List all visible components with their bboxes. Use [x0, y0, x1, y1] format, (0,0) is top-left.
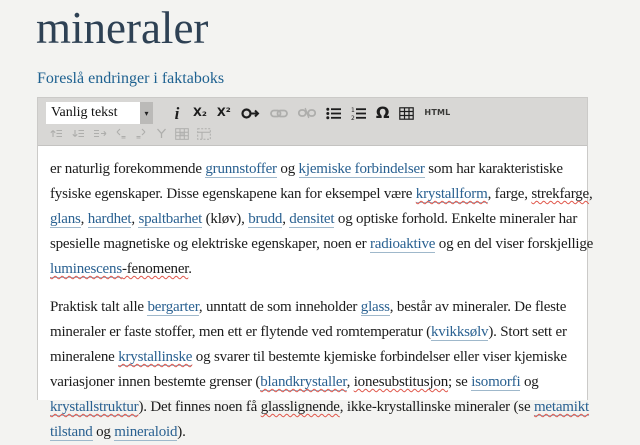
chevron-down-icon[interactable]: ▾ [140, 102, 153, 124]
ref-branch-icon [155, 128, 167, 139]
text-segment: ) [177, 424, 183, 440]
text-segment: . [182, 424, 186, 440]
rich-text-editor [37, 97, 594, 440]
text-segment: , [346, 374, 354, 390]
text-line [50, 370, 575, 395]
text-segment: er naturlig forekommende [50, 161, 206, 177]
text-segment: Praktisk talt alle [50, 299, 148, 315]
text-line [50, 207, 578, 232]
svg-text:2: 2 [350, 114, 355, 120]
text-segment: som har karakteristiske [424, 161, 563, 177]
text-segment: -fenomener [121, 261, 189, 277]
bullet-list-icon[interactable] [326, 107, 341, 120]
text-line [50, 295, 575, 320]
text-line [50, 257, 575, 282]
inline-link[interactable]: radioaktive [369, 236, 436, 252]
editor-content-area[interactable] [38, 146, 594, 445]
text-segment: og optiske forhold. Enkelte mineraler har [334, 211, 578, 227]
inline-link[interactable]: metamikt [533, 399, 590, 415]
table-frame-icon [197, 128, 211, 140]
text-segment: og en del viser forskjellige [435, 236, 594, 252]
text-segment: , unntatt de som inneholder [198, 299, 361, 315]
text-line [50, 157, 575, 182]
inline-link[interactable]: luminescens [50, 261, 122, 277]
text-line [50, 182, 593, 207]
text-segment: strekfarge [531, 186, 590, 202]
inline-link[interactable]: spaltbarhet [138, 211, 203, 227]
text-line [50, 420, 575, 445]
text-segment: , [131, 211, 139, 227]
unlink-icon [298, 107, 316, 119]
text-line [50, 320, 575, 345]
paragraph [50, 295, 590, 445]
inline-link[interactable]: tilstand [50, 424, 93, 440]
inline-link[interactable]: blandkrystaller [260, 374, 347, 390]
suggest-changes-link[interactable]: Foreslå endringer i faktaboks [37, 70, 225, 87]
text-segment: variasjoner innen bestemte grenser ( [50, 374, 261, 390]
text-segment: , består av mineraler. De fleste [389, 299, 567, 315]
text-segment: mineralene [50, 349, 119, 365]
inline-link[interactable]: bergarter [147, 299, 199, 315]
text-segment: mineraler er faste stoffer, men ett er flytende ved romtemperatur ( [50, 324, 431, 340]
text-segment: , [282, 211, 290, 227]
text-segment: , ikke-krystallinske mineraler (se [339, 399, 534, 415]
editor-toolbar [38, 98, 587, 146]
inline-link[interactable]: mineraloid [114, 424, 178, 440]
text-segment: fysiske egenskaper. Disse egenskapene kan for eksempel være [50, 186, 416, 202]
text-segment: ionesubstitusjon [353, 374, 449, 390]
text-segment: og svarer til bestemte kjemiske forbindelser eller viser kjemiske [192, 349, 567, 365]
text-segment: ). Det finnes noen få [138, 399, 261, 415]
move-para-right-icon [93, 128, 107, 139]
inline-link[interactable]: krystallstruktur [50, 399, 139, 415]
inline-link[interactable]: glass [360, 299, 390, 315]
text-segment: , farge, [487, 186, 532, 202]
inline-link[interactable]: isomorfi [471, 374, 521, 390]
text-segment: , [589, 186, 593, 202]
paragraph [50, 157, 594, 282]
inline-link[interactable]: kvikksølv [430, 324, 489, 340]
insert-link-icon[interactable] [241, 107, 260, 120]
text-segment: og [276, 161, 299, 177]
ref-move-right-icon [135, 128, 147, 139]
text-segment: ). Stort sett er [488, 324, 567, 340]
text-segment: ; se [448, 374, 472, 390]
text-segment: . [188, 261, 192, 277]
inline-link[interactable]: hardhet [87, 211, 132, 227]
ref-move-left-icon [115, 128, 127, 139]
special-character-icon[interactable]: Ω [375, 103, 390, 122]
text-segment: (kløv), [202, 211, 249, 227]
subscript-icon[interactable]: X₂ [193, 105, 207, 120]
text-line [50, 232, 594, 257]
inline-link[interactable]: brudd [248, 211, 283, 227]
paragraph-format-dropdown[interactable] [46, 102, 153, 124]
inline-link[interactable]: kjemiske forbindelser [298, 161, 425, 177]
svg-text:1: 1 [350, 106, 355, 114]
page-title: mineraler [36, 3, 209, 53]
text-segment: , [80, 211, 88, 227]
inline-link[interactable]: grunnstoffer [205, 161, 277, 177]
table-cells-icon [175, 128, 189, 140]
toolbar-row-1 [46, 102, 579, 124]
text-segment: og [92, 424, 115, 440]
inline-link[interactable]: densitet [289, 211, 335, 227]
text-segment: spesielle magnetiske og elektriske egenskaper, noen er [50, 236, 370, 252]
text-line [50, 395, 590, 420]
paragraph-format-value: Vanlig tekst [46, 102, 140, 124]
text-segment: og [520, 374, 539, 390]
move-para-down-icon [71, 128, 85, 139]
inline-link[interactable]: krystallinske [118, 349, 193, 365]
text-segment: glasslignende [260, 399, 340, 415]
chain-link-icon [270, 108, 288, 119]
text-line [50, 345, 575, 370]
move-para-up-icon [49, 128, 63, 139]
numbered-list-icon[interactable] [351, 107, 366, 120]
toolbar-row-2 [46, 125, 579, 142]
html-source-icon[interactable]: HTML [424, 108, 451, 117]
table-icon[interactable] [399, 107, 414, 120]
superscript-icon[interactable]: X² [216, 105, 231, 120]
inline-link[interactable]: krystallform [415, 186, 488, 202]
inline-link[interactable]: glans [50, 211, 81, 227]
italic-icon[interactable]: i [174, 103, 180, 123]
